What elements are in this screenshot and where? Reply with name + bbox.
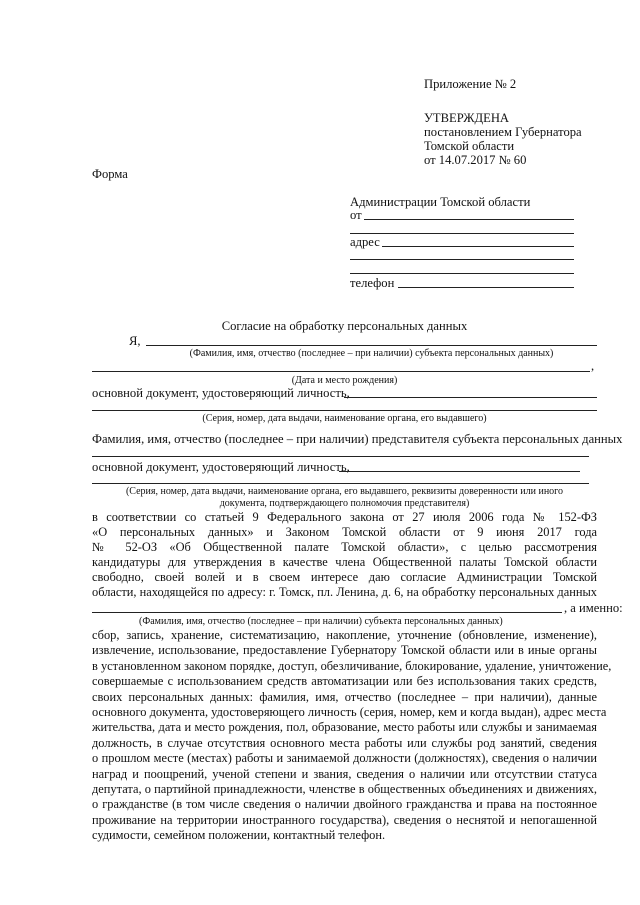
approved-label: УТВЕРЖДЕНА xyxy=(424,111,510,125)
form-label: Форма xyxy=(92,167,128,181)
from-field-line-2[interactable] xyxy=(350,233,574,234)
addressee-to: Администрации Томской области xyxy=(350,195,531,209)
body-line: своих персональных данных: фамилия, имя, отчество (последнее – при наличии), данные xyxy=(92,689,597,704)
body-line: депутата, о партийной принадлежности, членстве в общественных объединениях и движениях, xyxy=(92,782,597,797)
namely-label: , а именно: xyxy=(564,601,623,615)
intro-line: кандидатуры для утверждения в качестве члена Общественной палаты Томской области xyxy=(92,555,597,569)
intro-line: области, находящейся по адресу: г. Томск, пл. Ленина, д. 6, на обработку персональных данных xyxy=(92,585,597,599)
consent-title: Согласие на обработку персональных данных xyxy=(221,319,468,333)
body-line: в установленном законом порядке, доступ, обезличивание, блокирование, удаление, уничтожение, xyxy=(92,658,612,673)
hint-doc-2-line-1: (Серия, номер, дата выдачи, наименование органа, его выдавшего, реквизиты доверенности или иного xyxy=(125,486,564,497)
decree-line-2: Томской области xyxy=(424,139,515,153)
body-line: о прошлом месте (местах) работы и занимаемой должности (должностях), сведения о наличии xyxy=(92,751,597,766)
phone-field[interactable] xyxy=(398,287,574,288)
hint-subject-name: (Фамилия, имя, отчество (последнее – при наличии) субъекта персональных данных) xyxy=(189,348,554,359)
doc-label: основной документ, удостоверяющий личность, xyxy=(92,386,350,400)
i-label: Я, xyxy=(129,334,141,348)
doc-field-line-2[interactable] xyxy=(92,410,597,411)
processing-list xyxy=(92,628,612,844)
subject-name-field-2[interactable] xyxy=(92,612,562,613)
body-line: судимости, семейном положении, контактный телефон. xyxy=(92,828,386,843)
comma: , xyxy=(591,359,595,373)
intro-line: свободно, своей волей и в своем интересе даю согласие Администрации Томской xyxy=(92,570,597,584)
body-line: извлечение, использование, предоставление Губернатору Томской области или в иные органы xyxy=(92,643,597,658)
address-field-line-3[interactable] xyxy=(350,273,574,274)
doc-field[interactable] xyxy=(344,397,597,398)
address-field-line-2[interactable] xyxy=(350,259,574,260)
intro-line: в соответствии со статьей 9 Федерального закона от 27 июля 2006 года № 152-ФЗ xyxy=(92,510,597,524)
hint-subject-name-2: (Фамилия, имя, отчество (последнее – при наличии) субъекта персональных данных) xyxy=(139,616,503,627)
body-line: совершаемые с использованием средств автоматизации или без использования таких средств, xyxy=(92,674,597,689)
intro-line: «О персональных данных» и Законом Томской области от 9 июня 2017 года xyxy=(92,525,597,539)
hint-birth: (Дата и место рождения) xyxy=(291,375,398,386)
decree-line-1: постановлением Губернатора xyxy=(424,125,582,139)
intro-line: № 52-ОЗ «Об Общественной палате Томской области», с целью рассмотрения xyxy=(92,540,597,554)
from-label: от xyxy=(350,208,362,222)
body-line: о гражданстве (в том числе сведения о наличии двойного гражданства и права на постоянное xyxy=(92,797,597,812)
body-line: жительства, дата и место рождения, пол, образование, место работы или службы и занимаемая xyxy=(92,720,597,735)
appendix-number: Приложение № 2 xyxy=(424,77,517,91)
body-line: проживание на территории иностранного государства), сведения о неснятой и непогашенной xyxy=(92,812,597,827)
birth-field[interactable] xyxy=(92,371,590,372)
doc-field-2-line-2[interactable] xyxy=(92,483,589,484)
subject-name-field[interactable] xyxy=(146,345,597,346)
doc-field-2[interactable] xyxy=(339,471,580,472)
representative-label: Фамилия, имя, отчество (последнее – при наличии) представителя субъекта персональных данных xyxy=(92,432,623,446)
body-line: должность, в случае отсутствия основного места работы или службы род занятий, сведения xyxy=(92,735,597,750)
body-line: сбор, запись, хранение, систематизацию, накопление, уточнение (обновление, изменение), xyxy=(92,628,597,642)
hint-doc: (Серия, номер, дата выдачи, наименование органа, его выдавшего) xyxy=(202,413,487,424)
phone-label: телефон xyxy=(350,276,395,290)
address-field[interactable] xyxy=(382,246,574,247)
decree-line-3: от 14.07.2017 № 60 xyxy=(424,153,527,167)
from-field[interactable] xyxy=(364,219,574,220)
doc-label-2: основной документ, удостоверяющий личность, xyxy=(92,460,350,474)
body-line: наград и поощрений, ученой степени и звания, сведения о наличии или отсутствии статуса xyxy=(92,766,597,781)
hint-doc-2-line-2: документа, подтверждающего полномочия представителя) xyxy=(219,498,470,509)
address-label: адрес xyxy=(350,235,380,249)
body-line: основного документа, удостоверяющего личность (серия, номер, кем и когда выдан), адрес места xyxy=(92,705,607,720)
representative-field[interactable] xyxy=(92,456,589,457)
